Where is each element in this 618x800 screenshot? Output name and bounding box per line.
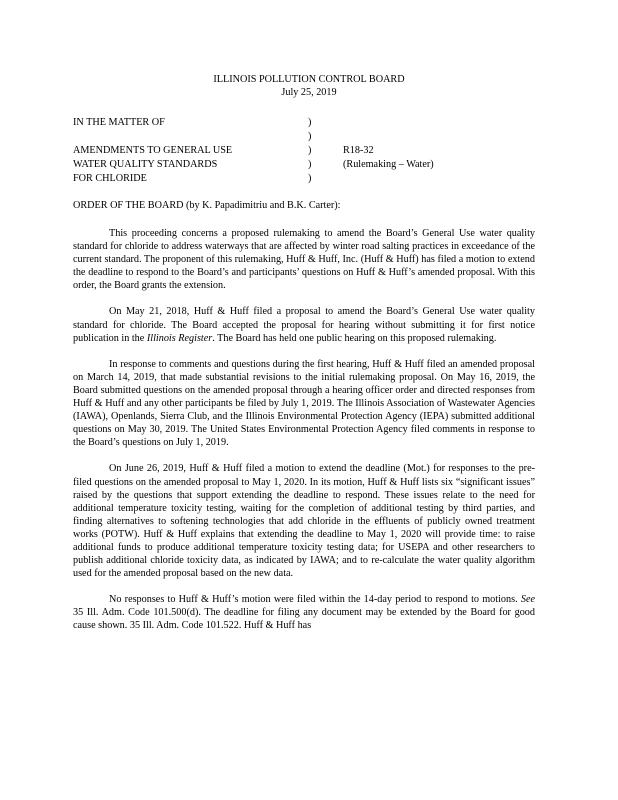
caption-paren: ) <box>308 131 312 142</box>
board-name: ILLINOIS POLLUTION CONTROL BOARD <box>213 74 405 85</box>
caption-paren: ) <box>308 117 312 128</box>
document-body <box>73 227 535 646</box>
caption-row <box>73 116 543 130</box>
paragraph-2-text: On May 21, 2018, Huff & Huff filed a proposal to amend the Board’s General Use water quality standard for chloride. The Board accepted the proposal for hearing without submitting it for first notice publication in the <box>73 306 535 344</box>
caption-left: WATER QUALITY STANDARDS <box>73 159 218 170</box>
docket-type: (Rulemaking – Water) <box>343 159 434 170</box>
caption-paren: ) <box>308 173 312 184</box>
caption-left: FOR CHLORIDE <box>73 173 147 184</box>
caption-left <box>73 130 308 144</box>
caption-row <box>73 144 543 158</box>
paragraph-1: This proceeding concerns a proposed rulemaking to amend the Board’s General Use water quality standard for chloride to address waterways that are affected by winter road salting practices in exceedance of the current standard. The proponent of this rulemaking, Huff & Huff, Inc. (Huff & Huff) has filed a motion to extend the deadline to respond to the Board’s and participants’ questions on Huff & Huff’s amended proposal. With this order, the Board grants the extension. <box>73 228 535 292</box>
docket-number: R18-32 <box>343 145 374 156</box>
caption-left: IN THE MATTER OF <box>73 117 165 128</box>
paragraph-2-text-end: . The Board has held one public hearing on this proposed rulemaking. <box>212 332 497 344</box>
caption-paren: ) <box>308 145 312 156</box>
order-heading: ORDER OF THE BOARD (by K. Papadimitriu and B.K. Carter): <box>73 200 341 211</box>
paragraph-3: In response to comments and questions during the first hearing, Huff & Huff filed an amended proposal on March 14, 2019, that made substantial revisions to the initial rulemaking proposal. On May 16, 2019, the Board submitted questions on the amended proposal through a hearing officer order and directed responses from Huff & Huff and any other participants be filed by July 1, 2019. The Illinois Association of Wastewater Agencies (IAWA), Openlands, Sierra Club, and the Illinois Environmental Protection Agency (IEPA) submitted additional questions on May 30, 2019. The United States Environmental Protection Agency filed comments in response to the Board’s questions on July 1, 2019. <box>73 358 535 449</box>
caption-left: AMENDMENTS TO GENERAL USE <box>73 145 233 156</box>
paragraph-5-text-end: 35 Ill. Adm. Code 101.500(d). The deadline for filing any document may be extended by the Board for good cause shown. 35 Ill. Adm. Code 101.522. Huff & Huff has <box>73 607 535 632</box>
paragraph-4: On June 26, 2019, Huff & Huff filed a motion to extend the deadline (Mot.) for responses to the pre-filed questions on the amended proposal to May 1, 2020. In its motion, Huff & Huff lists six “significant issues” raised by the questions that support extending the deadline to respond. These issues relate to the need for additional temperature toxicity testing, waiting for the completion of additional testing by third parties, and finding alternatives to softening technologies that add chloride in the effluents of publicly owned treatment works (POTW). Huff & Huff explains that extending the deadline to May 1, 2020 will provide time: to raise additional funds to produce additional temperature toxicity testing data; for USEPA and other researchers to publish additional chloride toxicity data, as indicated by IAWA; and to re-calculate the water quality algorithm used for the amended proposal based on the new data. <box>73 463 535 580</box>
paragraph-2-italic: Illinois Register <box>146 332 213 344</box>
caption-row <box>73 130 543 144</box>
paragraph-5-text: No responses to Huff & Huff’s motion were filed within the 14-day period to respond to motions. <box>109 594 521 606</box>
document-header <box>0 73 618 99</box>
caption-paren: ) <box>308 159 312 170</box>
order-date: July 25, 2019 <box>281 87 337 99</box>
case-caption <box>73 116 543 186</box>
caption-row <box>73 158 543 172</box>
paragraph-5-italic: See <box>520 594 535 606</box>
paragraph-5 <box>73 593 535 632</box>
caption-row <box>73 172 543 186</box>
paragraph-2 <box>73 305 535 344</box>
